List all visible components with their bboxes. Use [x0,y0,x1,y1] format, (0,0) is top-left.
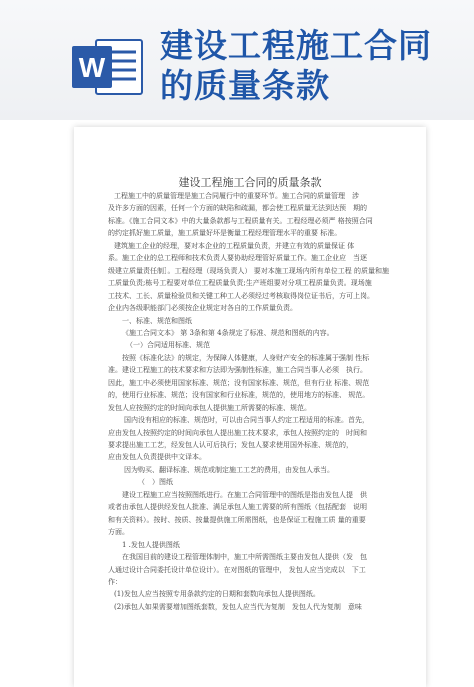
document-line: 准。建设工程施工的技术要求和方法即为强制性标准，施工合同当事人必须 执行。 [108,366,367,375]
document-line: (2)承包人如果需要增加图纸套数，发包人应当代为复制 发包人代为复制 意味 [114,602,362,611]
document-line: 应由发包人负责提供中文译本。 [108,453,206,462]
document-line: 的约定抓好施工质量，施工质量好坏是衡量工程经理管理水平的重要 标准。 [108,229,342,238]
document-line: 工程施工中的质量管理是施工合同履行中的重要环节。施工合同的质量管理 涉 [114,192,359,200]
document-line: （ ）图纸 [138,478,173,487]
document-title: 建设工程施工合同的质量条款 [178,176,322,189]
document-line: 发包人应按照约定的时间向承包人提供施工所需要的标准、规范。 [108,403,311,412]
document-line: 方面。 [108,528,129,537]
document-line: 企业内各级职能部门必须按企业规定对各自的工作质量负责。 [108,304,297,313]
document-line: 要求提出施工工艺，经发包人认可后执行；发包人要求使用国外标准、规范的， [108,441,353,449]
document-line: 在我国目前的建设工程管理体制中，施工中所需图纸主要由发包人提供（发 包 [122,553,367,562]
document-line: 因为购买、翻译标准、规范或制定施工工艺的费用，由发包人承当。 [124,465,334,474]
document-line: 和有关资料）。按时、按质、按量提供施工所需图纸，也是保证工程施工质 量的重要 [108,515,366,524]
document-line: 1 .发包人提供图纸 [122,540,180,549]
document-page [74,127,426,687]
title-banner [0,0,474,120]
document-line: 应由发包人按照约定的时间向承包人提出施工技术要求，承包人按照约定的 时间和 [108,428,367,437]
document-line: 一、标准、规范和图纸 [122,316,192,325]
document-line: 或者由承包人提供经发包人批准、满足承包人施工需要的所有图纸（包括配套 说明 [108,503,367,512]
document-line: 级建立质量责任制］。工程经理（现场负责人） 要对本施工现场内所有单位工程 的质量和施 [108,266,389,275]
document-line: 《施工合同文本》 第 3条和第 4条规定了标准、规范和图纸的内容。 [122,328,334,337]
document-line: 工技术、工长、质量检验员和关键工种工人必须经过考核取得岗位证书后，方可上岗。 [108,291,374,300]
document-line: 人通过设计合同委托设计单位设计）。在对图纸的管理中， 发包人应当完成以 下工 [108,565,366,574]
document-line: 的，使用行业标准、规范；没有国家和行业标准，规范的，使用地方的标准、 规范。 [108,391,370,400]
document-line: 建设工程施工应当按照图纸进行。在施工合同管理中的图纸是指由发包人提 供 [122,490,367,499]
word-document-icon [70,36,144,98]
document-line: 作： [108,577,122,586]
document-line: 建筑施工企业的经理，要对本企业的工程质量负责，并建立有效的质量保证 体 [114,241,355,250]
document-line: 及许多方面的因素，任何一个方面的缺陷和疏漏，都会使工程质量无法到达预 期的 [108,204,367,213]
document-line: (1)发包人应当按照专用条款约定的日期和套数向承包人提供图纸。 [114,590,320,599]
document-line: 系。施工企业的总工程师和技术负责人要协助经理管好质量工作。施工企业应 当逐 [108,254,367,263]
document-line: 国内没有相应的标准、规范时，可以由合同当事人约定工程适用的标准。首先， [124,416,369,425]
logo-letter: W [78,52,106,83]
banner-title-line-1: 建设工程施工合同 [160,26,432,65]
document-line: 标准。《施工合同文本》中的大量条款都与工程质量有关。工程经理必须严 格按照合同 [108,216,373,225]
document-line: （一）合同适用标准、规范 [126,341,210,350]
banner-title [160,26,432,106]
banner-title-line-2: 的质量条款 [160,66,330,105]
document-line: 工质量负责;栋号工程要对单位工程质量负责;生产班组要对分项工程质量负责。现场施 [108,279,372,288]
document-line: 按照《标准化法》的规定，为保障人体健康，人身财产安全的标准属于强制 性标 [122,353,370,362]
document-line: 因此，施工中必须使用国家标准、规范；没有国家标准、规范，但有行业 标准、规范 [108,378,370,387]
